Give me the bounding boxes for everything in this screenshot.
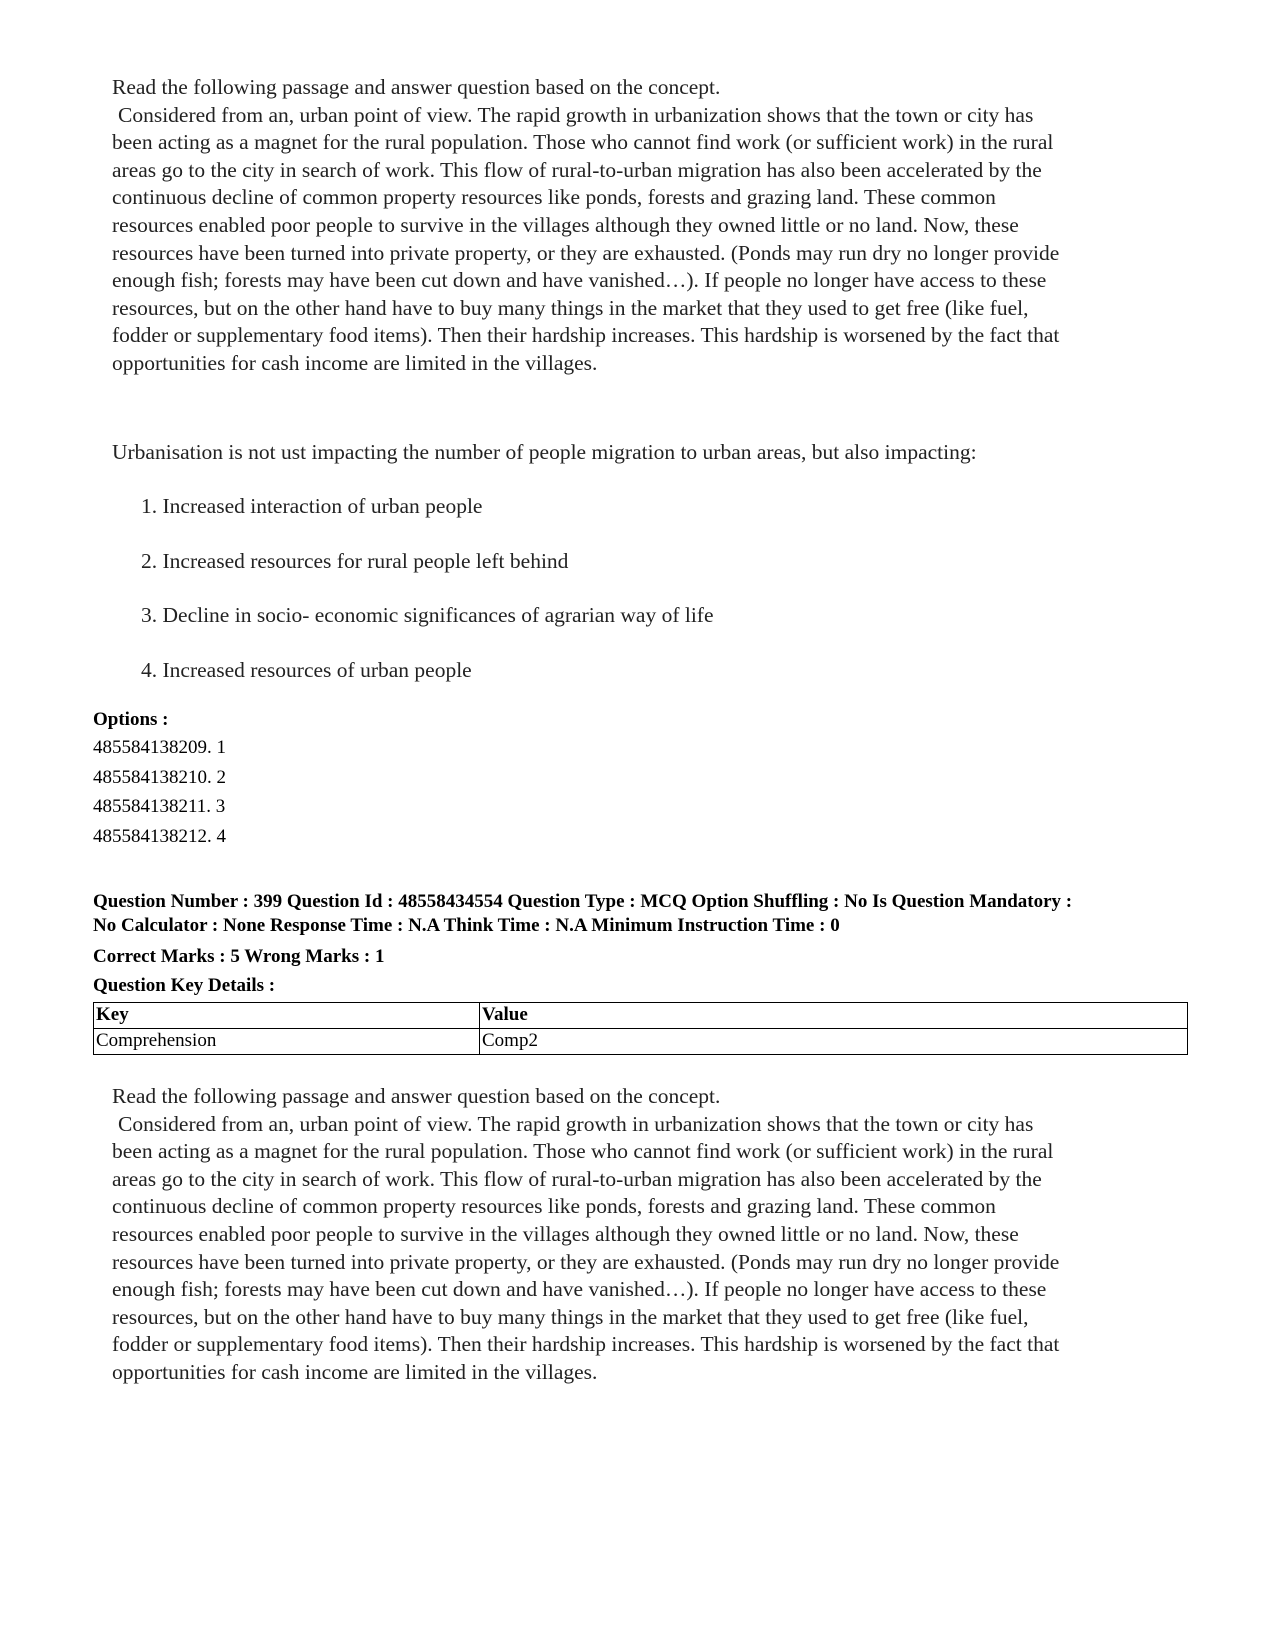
question-meta-line: No Calculator : None Response Time : N.A Think Time : N.A Minimum Instruction Time : 0 (93, 915, 840, 936)
passage-line: been acting as a magnet for the rural population. Those who cannot find work (or sufficient work) in the rural (112, 130, 1054, 155)
table-cell-value: Comp2 (480, 1029, 1188, 1055)
option-item: 485584138209. 1 (93, 737, 226, 758)
marks-line: Correct Marks : 5 Wrong Marks : 1 (93, 946, 385, 967)
passage-2 (112, 1083, 1172, 1387)
passage-1 (112, 74, 1172, 378)
passage-intro: Read the following passage and answer question based on the concept. (112, 75, 721, 99)
passage-line: Considered from an, urban point of view. The rapid growth in urbanization shows that the town or city has (118, 1111, 1034, 1136)
statement-item: 3. Decline in socio- economic significances of agrarian way of life (141, 603, 714, 627)
passage-line: enough fish; forests may have been cut down and have vanished…). If people no longer have access to these (112, 1277, 1047, 1302)
passage-line: resources, but on the other hand have to buy many things in the market that they used to get free (like fuel, (112, 295, 1029, 320)
passage-line: areas go to the city in search of work. This flow of rural-to-urban migration has also been accelerated by the (112, 157, 1042, 182)
question-meta-line: Question Number : 399 Question Id : 48558434554 Question Type : MCQ Option Shuffling : No Is Question Mandatory : (93, 891, 1073, 912)
statement-item: 4. Increased resources of urban people (141, 657, 472, 682)
options-heading: Options : (93, 709, 169, 730)
key-details-table (93, 1002, 1188, 1055)
passage-line: resources have been turned into private property, or they are exhausted. (Ponds may run dry no longer provide (112, 240, 1060, 265)
option-item: 485584138212. 4 (93, 825, 226, 847)
question-meta (93, 890, 1203, 938)
table-header-row (94, 1003, 1188, 1029)
passage-line: fodder or supplementary food items). Then their hardship increases. This hardship is worsened by the fact that (112, 1332, 1060, 1357)
statement-item: 2. Increased resources for rural people left behind (141, 548, 569, 573)
options-list (93, 736, 226, 854)
passage-line: opportunities for cash income are limited in the villages. (112, 350, 598, 375)
table-header-key: Key (94, 1003, 480, 1029)
passage-line: resources, but on the other hand have to buy many things in the market that they used to get free (like fuel, (112, 1304, 1029, 1329)
passage-line: continuous decline of common property resources like ponds, forests and grazing land. These common (112, 185, 996, 210)
passage-line: resources enabled poor people to survive in the villages although they owned little or no land. Now, these (112, 1221, 1019, 1246)
passage-line: enough fish; forests may have been cut down and have vanished…). If people no longer have access to these (112, 268, 1047, 293)
statement-list (141, 492, 714, 710)
table-cell-key: Comprehension (94, 1029, 480, 1055)
passage-line: continuous decline of common property resources like ponds, forests and grazing land. These common (112, 1194, 996, 1219)
table-header-value: Value (480, 1003, 1188, 1029)
option-item: 485584138211. 3 (93, 796, 226, 817)
option-item: 485584138210. 2 (93, 766, 226, 788)
passage-intro: Read the following passage and answer question based on the concept. (112, 1084, 721, 1108)
passage-line: resources enabled poor people to survive in the villages although they owned little or no land. Now, these (112, 212, 1019, 237)
passage-line: areas go to the city in search of work. This flow of rural-to-urban migration has also been accelerated by the (112, 1166, 1042, 1191)
passage-line: fodder or supplementary food items). Then their hardship increases. This hardship is worsened by the fact that (112, 323, 1060, 348)
passage-line: been acting as a magnet for the rural population. Those who cannot find work (or sufficient work) in the rural (112, 1139, 1054, 1164)
question-stem: Urbanisation is not ust impacting the number of people migration to urban areas, but also impacting: (112, 440, 977, 464)
passage-line: opportunities for cash income are limited in the villages. (112, 1359, 598, 1384)
passage-line: resources have been turned into private property, or they are exhausted. (Ponds may run dry no longer provide (112, 1249, 1060, 1274)
key-details-heading: Question Key Details : (93, 975, 276, 996)
table-row (94, 1029, 1188, 1055)
statement-item: 1. Increased interaction of urban people (141, 494, 483, 518)
passage-line: Considered from an, urban point of view. The rapid growth in urbanization shows that the town or city has (118, 102, 1034, 127)
